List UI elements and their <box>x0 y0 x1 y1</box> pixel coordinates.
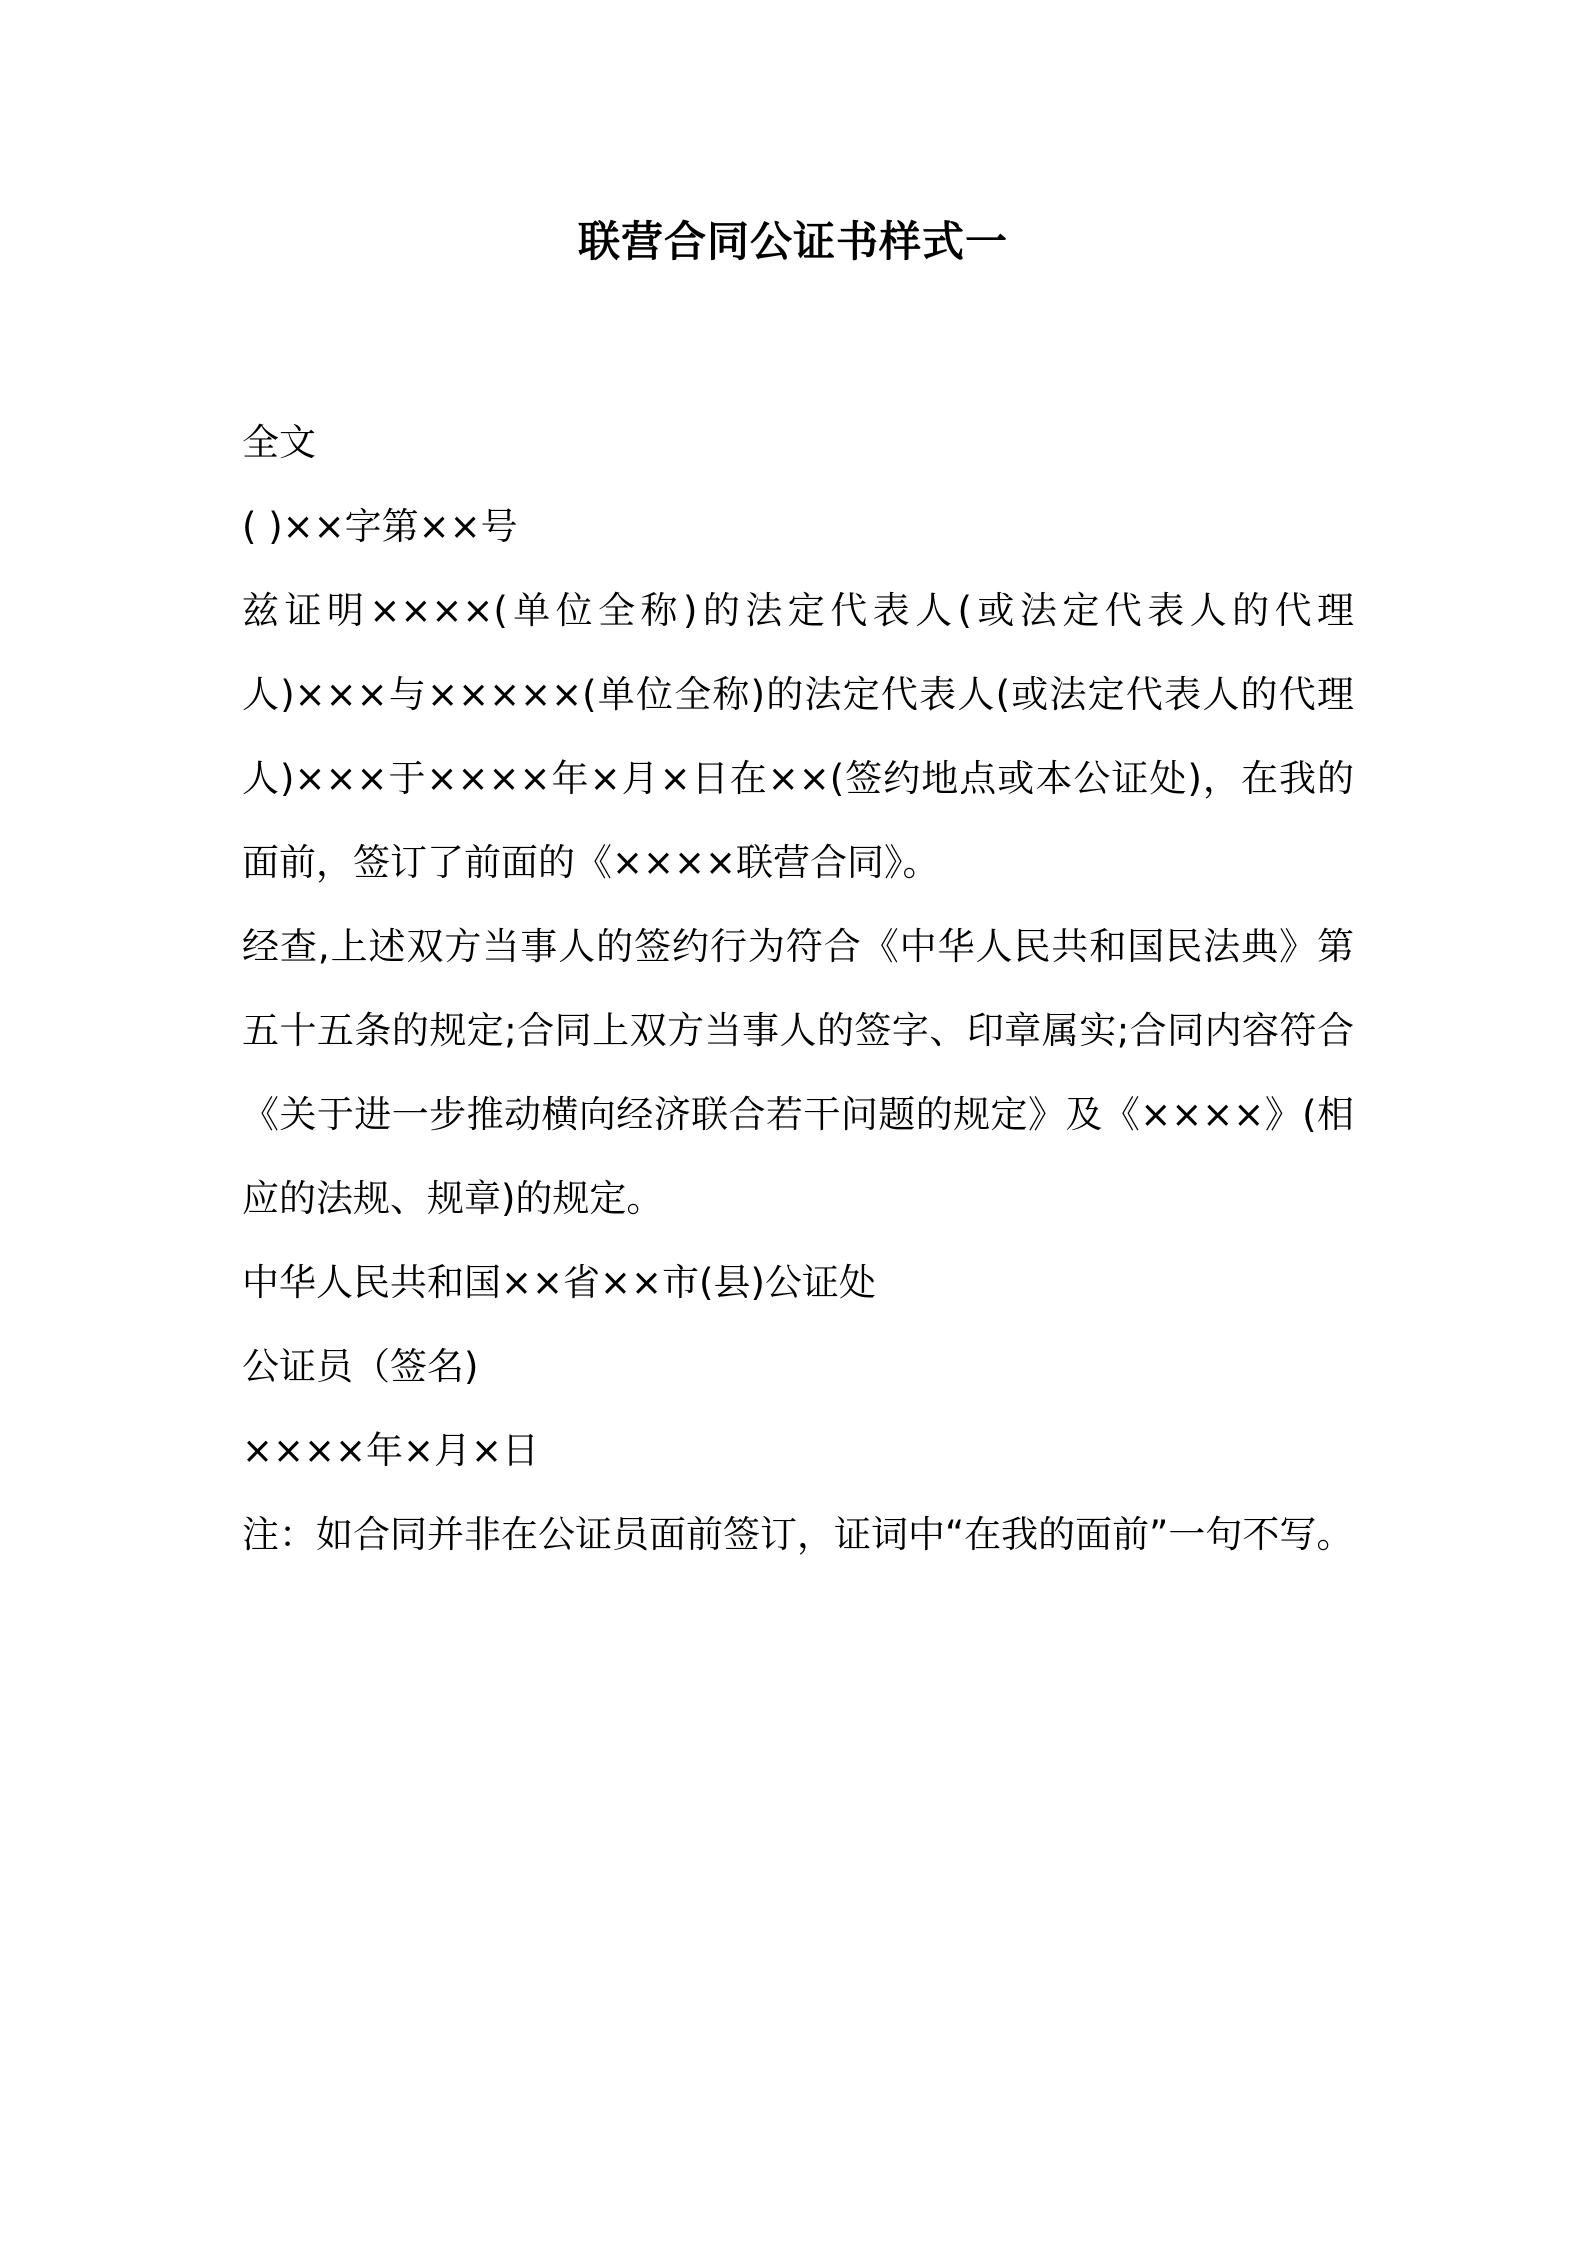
verification-paragraph: 经查,上述双方当事人的签约行为符合《中华人民共和国民法典》第五十五条的规定;合同上双方当事人的签字、印章属实;合同内容符合《关于进一步推动横向经济联合若干问题的规定》及《××××》(相应的法规、规章)的规定。 <box>242 925 1354 1220</box>
section-label: 全文 <box>242 421 316 464</box>
statement-paragraph: 兹证明××××(单位全称)的法定代表人(或法定代表人的代理人)×××与×××××(单位全称)的法定代表人(或法定代表人的代理人)×××于××××年×月×日在××(签约地点或本公证处)，在我的面前，签订了前面的《××××联营合同》。 <box>242 589 1354 884</box>
file-number: ( )××字第××号 <box>242 505 518 548</box>
document-title: 联营合同公证书样式一 <box>577 217 1008 266</box>
issue-date: ××××年×月×日 <box>242 1429 540 1472</box>
issuing-office: 中华人民共和国××省××市(县)公证处 <box>242 1261 876 1304</box>
document-body <box>242 401 1354 1577</box>
notary-signature: 公证员（签名) <box>242 1345 479 1388</box>
note-paragraph: 注：如合同并非在公证员面前签订，证词中“在我的面前”一句不写。 <box>242 1513 1354 1556</box>
